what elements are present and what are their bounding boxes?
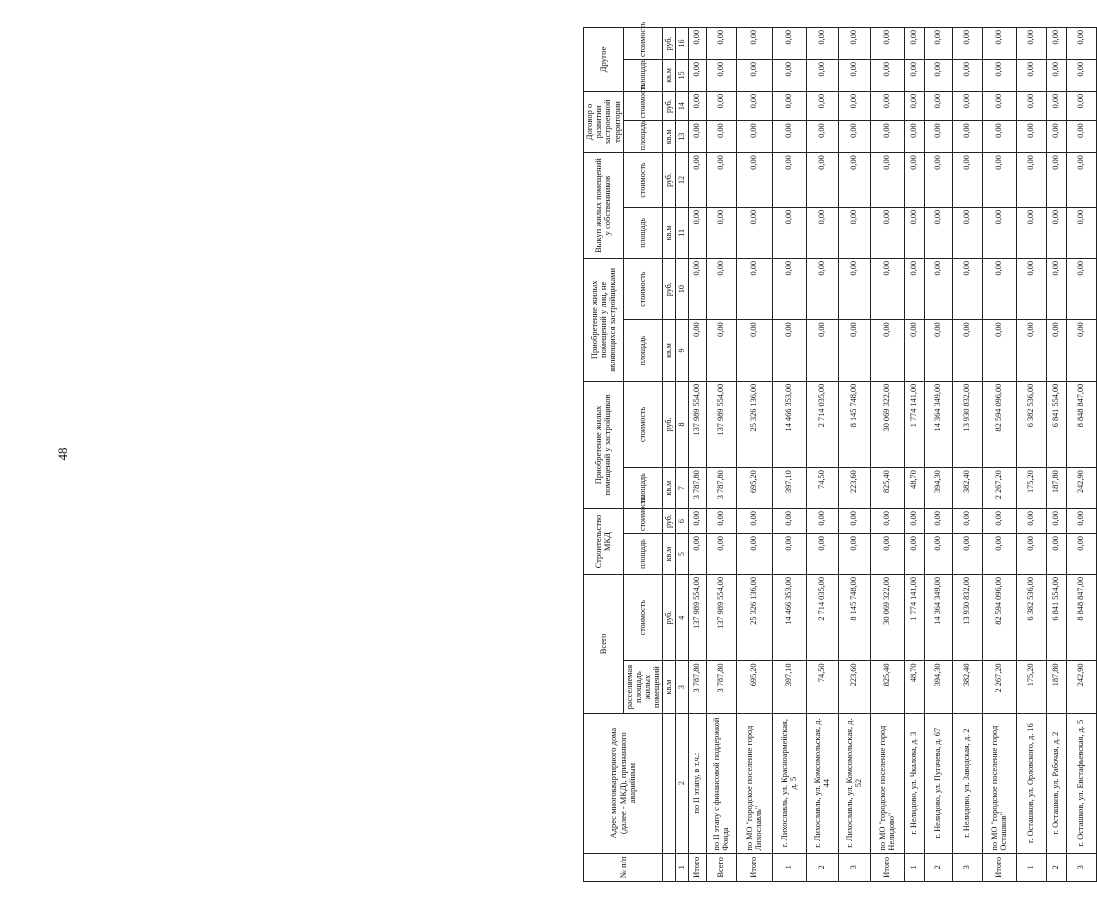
row-number: 2 — [925, 853, 953, 881]
total-cost: 137 989 554,00 — [707, 575, 737, 661]
buyout-area: 0,00 — [689, 207, 707, 258]
construction-cost: 0,00 — [737, 509, 773, 534]
other-area: 0,00 — [773, 59, 807, 91]
other-area: 0,00 — [905, 59, 925, 91]
table-row — [807, 28, 839, 882]
unit-cell — [663, 853, 676, 881]
column-number: 8 — [676, 381, 689, 467]
resettlement-table — [583, 21, 1097, 882]
unit-rub: руб. — [663, 28, 676, 60]
non-developer-cost: 0,00 — [983, 258, 1017, 319]
buyout-area: 0,00 — [1067, 207, 1097, 258]
table-row — [1017, 28, 1047, 882]
territory-cost: 0,00 — [953, 91, 983, 121]
non-developer-cost: 0,00 — [905, 258, 925, 319]
row-number: 3 — [1067, 853, 1097, 881]
subheader-area: площадь — [623, 320, 663, 381]
row-number: 3 — [839, 853, 871, 881]
total-cost: 14 466 353,00 — [773, 575, 807, 661]
non-developer-area: 0,00 — [925, 320, 953, 381]
total-area: 3 787,80 — [689, 661, 707, 713]
unit-area: кв.м — [663, 534, 676, 575]
developer-area: 3 787,80 — [689, 468, 707, 509]
unit-rub: руб. — [663, 575, 676, 661]
other-area: 0,00 — [807, 59, 839, 91]
total-cost: 8 848 847,00 — [1067, 575, 1097, 661]
column-number: 6 — [676, 509, 689, 534]
row-address: по II этапу с финансовой поддержкой Фонда — [707, 713, 737, 853]
territory-cost: 0,00 — [773, 91, 807, 121]
construction-cost: 0,00 — [807, 509, 839, 534]
rotated-table-area — [583, 21, 1086, 882]
row-address: по МО "городское поселение город Нелидово" — [871, 713, 905, 853]
table-row — [905, 28, 925, 882]
developer-cost: 6 382 536,00 — [1017, 381, 1047, 467]
unit-cell — [663, 713, 676, 853]
buyout-cost: 0,00 — [773, 153, 807, 208]
other-cost: 0,00 — [807, 28, 839, 60]
developer-area: 223,60 — [839, 468, 871, 509]
unit-area: кв.м — [663, 320, 676, 381]
row-address: по МО "городское поселение город Осташков" — [983, 713, 1017, 853]
total-cost: 1 774 141,00 — [905, 575, 925, 661]
column-number: 14 — [676, 91, 689, 121]
territory-cost: 0,00 — [737, 91, 773, 121]
subheader-area: площадь — [623, 534, 663, 575]
header-no: № п/п — [584, 853, 663, 881]
subheader-cost: стоимость — [623, 28, 663, 60]
territory-cost: 0,00 — [983, 91, 1017, 121]
construction-area: 0,00 — [983, 534, 1017, 575]
page-number: 48 — [55, 447, 70, 461]
other-cost: 0,00 — [839, 28, 871, 60]
territory-cost: 0,00 — [871, 91, 905, 121]
construction-area: 0,00 — [689, 534, 707, 575]
total-cost: 30 069 322,00 — [871, 575, 905, 661]
other-cost: 0,00 — [925, 28, 953, 60]
territory-area: 0,00 — [807, 121, 839, 153]
construction-cost: 0,00 — [871, 509, 905, 534]
total-area: 394,30 — [925, 661, 953, 713]
header-from-developers: Приобретение жилых помещений у застройщиков — [584, 381, 624, 508]
row-number: 1 — [773, 853, 807, 881]
other-area: 0,00 — [839, 59, 871, 91]
header-buyout: Выкуп жилых помещений у собственников — [584, 153, 624, 259]
unit-area: кв.м — [663, 59, 676, 91]
developer-cost: 2 714 035,00 — [807, 381, 839, 467]
territory-area: 0,00 — [983, 121, 1017, 153]
subheader-cost: стоимость — [623, 381, 663, 467]
other-area: 0,00 — [871, 59, 905, 91]
buyout-area: 0,00 — [983, 207, 1017, 258]
column-number: 10 — [676, 258, 689, 319]
construction-area: 0,00 — [1067, 534, 1097, 575]
total-cost: 13 930 832,00 — [953, 575, 983, 661]
total-cost: 14 364 349,00 — [925, 575, 953, 661]
row-address: г. Осташков, ул. Орловского, д. 16 — [1017, 713, 1047, 853]
subheader-area: площадь — [623, 121, 663, 153]
construction-area: 0,00 — [1017, 534, 1047, 575]
non-developer-cost: 0,00 — [737, 258, 773, 319]
other-area: 0,00 — [925, 59, 953, 91]
buyout-area: 0,00 — [707, 207, 737, 258]
buyout-cost: 0,00 — [905, 153, 925, 208]
column-number: 13 — [676, 121, 689, 153]
developer-area: 3 787,80 — [707, 468, 737, 509]
territory-cost: 0,00 — [1017, 91, 1047, 121]
territory-area: 0,00 — [737, 121, 773, 153]
row-number: Итого — [737, 853, 773, 881]
buyout-cost: 0,00 — [1067, 153, 1097, 208]
non-developer-cost: 0,00 — [925, 258, 953, 319]
developer-area: 2 267,20 — [983, 468, 1017, 509]
column-number: 9 — [676, 320, 689, 381]
row-number: Итого — [983, 853, 1017, 881]
total-area: 382,40 — [953, 661, 983, 713]
row-address: по II этапу, в т.ч.: — [689, 713, 707, 853]
buyout-cost: 0,00 — [839, 153, 871, 208]
developer-area: 187,80 — [1047, 468, 1067, 509]
buyout-area: 0,00 — [1047, 207, 1067, 258]
buyout-cost: 0,00 — [707, 153, 737, 208]
developer-cost: 14 466 353,00 — [773, 381, 807, 467]
column-number: 3 — [676, 661, 689, 713]
table-row — [925, 28, 953, 882]
other-area: 0,00 — [1017, 59, 1047, 91]
column-number: 16 — [676, 28, 689, 60]
unit-rub: руб. — [663, 153, 676, 208]
developer-cost: 30 069 322,00 — [871, 381, 905, 467]
buyout-cost: 0,00 — [983, 153, 1017, 208]
construction-area: 0,00 — [807, 534, 839, 575]
construction-area: 0,00 — [773, 534, 807, 575]
total-area: 3 787,80 — [707, 661, 737, 713]
row-address: г. Осташков, ул. Евстафьевская, д. 5 — [1067, 713, 1097, 853]
non-developer-area: 0,00 — [773, 320, 807, 381]
row-number: 3 — [953, 853, 983, 881]
row-address: г. Нелидово, ул. Чкалова, д. 3 — [905, 713, 925, 853]
row-number: Всего — [707, 853, 737, 881]
row-address: г. Нелидово, ул. Заводская, д. 2 — [953, 713, 983, 853]
construction-area: 0,00 — [953, 534, 983, 575]
column-number: 15 — [676, 59, 689, 91]
total-cost: 25 326 136,00 — [737, 575, 773, 661]
buyout-area: 0,00 — [925, 207, 953, 258]
subheader-area: площадь — [623, 468, 663, 509]
buyout-cost: 0,00 — [689, 153, 707, 208]
non-developer-cost: 0,00 — [1067, 258, 1097, 319]
construction-area: 0,00 — [905, 534, 925, 575]
territory-area: 0,00 — [871, 121, 905, 153]
total-area: 74,50 — [807, 661, 839, 713]
buyout-area: 0,00 — [905, 207, 925, 258]
subheader-area: площадь — [623, 207, 663, 258]
territory-cost: 0,00 — [925, 91, 953, 121]
territory-cost: 0,00 — [689, 91, 707, 121]
non-developer-area: 0,00 — [737, 320, 773, 381]
territory-area: 0,00 — [905, 121, 925, 153]
other-area: 0,00 — [1067, 59, 1097, 91]
total-cost: 137 989 554,00 — [689, 575, 707, 661]
header-construction: Строительство МКД — [584, 509, 624, 575]
subheader-cost: стоимость — [623, 575, 663, 661]
non-developer-cost: 0,00 — [1047, 258, 1067, 319]
row-address: г. Лихославль, ул. Комсомольская, д. 44 — [807, 713, 839, 853]
developer-cost: 14 364 349,00 — [925, 381, 953, 467]
other-area: 0,00 — [707, 59, 737, 91]
row-address: г. Нелидово, ул. Пугачева, д. 67 — [925, 713, 953, 853]
unit-area: кв.м — [663, 661, 676, 713]
total-area: 2 267,20 — [983, 661, 1017, 713]
non-developer-area: 0,00 — [807, 320, 839, 381]
total-area: 695,20 — [737, 661, 773, 713]
territory-area: 0,00 — [953, 121, 983, 153]
non-developer-cost: 0,00 — [773, 258, 807, 319]
other-cost: 0,00 — [1047, 28, 1067, 60]
total-cost: 2 714 035,00 — [807, 575, 839, 661]
subheader-cost: стоимость — [623, 258, 663, 319]
construction-cost: 0,00 — [689, 509, 707, 534]
total-area: 397,10 — [773, 661, 807, 713]
table-row — [737, 28, 773, 882]
total-area: 825,40 — [871, 661, 905, 713]
non-developer-area: 0,00 — [905, 320, 925, 381]
territory-area: 0,00 — [689, 121, 707, 153]
column-number: 7 — [676, 468, 689, 509]
territory-cost: 0,00 — [905, 91, 925, 121]
developer-cost: 82 594 096,00 — [983, 381, 1017, 467]
column-number: 4 — [676, 575, 689, 661]
subheader-resettled-area: расселяемая площадь жилых помещений — [623, 661, 663, 713]
construction-area: 0,00 — [871, 534, 905, 575]
table-row — [1047, 28, 1067, 882]
subheader-area: площадь — [623, 59, 663, 91]
non-developer-cost: 0,00 — [871, 258, 905, 319]
developer-cost: 8 848 847,00 — [1067, 381, 1097, 467]
buyout-area: 0,00 — [1017, 207, 1047, 258]
construction-cost: 0,00 — [905, 509, 925, 534]
unit-rub: руб. — [663, 381, 676, 467]
other-area: 0,00 — [689, 59, 707, 91]
row-number: Итого — [689, 853, 707, 881]
buyout-cost: 0,00 — [737, 153, 773, 208]
construction-area: 0,00 — [1047, 534, 1067, 575]
territory-area: 0,00 — [839, 121, 871, 153]
non-developer-area: 0,00 — [1017, 320, 1047, 381]
territory-cost: 0,00 — [1067, 91, 1097, 121]
construction-cost: 0,00 — [839, 509, 871, 534]
territory-area: 0,00 — [1017, 121, 1047, 153]
row-address: г. Лихославль, ул. Комсомольская, д. 52 — [839, 713, 871, 853]
other-cost: 0,00 — [1067, 28, 1097, 60]
column-number: 12 — [676, 153, 689, 208]
buyout-area: 0,00 — [871, 207, 905, 258]
total-cost: 8 145 748,00 — [839, 575, 871, 661]
total-area: 223,60 — [839, 661, 871, 713]
construction-area: 0,00 — [737, 534, 773, 575]
construction-cost: 0,00 — [953, 509, 983, 534]
non-developer-area: 0,00 — [707, 320, 737, 381]
developer-cost: 137 989 554,00 — [707, 381, 737, 467]
subheader-cost: стоимость — [623, 91, 663, 121]
row-address: г. Осташков, ул. Рабочая, д. 2 — [1047, 713, 1067, 853]
header-other: Другое — [584, 28, 624, 92]
buyout-cost: 0,00 — [1017, 153, 1047, 208]
total-area: 48,70 — [905, 661, 925, 713]
table-row — [983, 28, 1017, 882]
row-number: 2 — [807, 853, 839, 881]
total-cost: 6 841 554,00 — [1047, 575, 1067, 661]
non-developer-area: 0,00 — [1047, 320, 1067, 381]
other-cost: 0,00 — [737, 28, 773, 60]
header-territory: Договор о развитии застроенной территории — [584, 91, 624, 152]
column-number: 11 — [676, 207, 689, 258]
non-developer-cost: 0,00 — [953, 258, 983, 319]
territory-cost: 0,00 — [807, 91, 839, 121]
header-from-non-developers: Приобретение жилых помещений у лиц, не являющихся застройщиками — [584, 258, 624, 381]
other-cost: 0,00 — [983, 28, 1017, 60]
developer-area: 48,70 — [905, 468, 925, 509]
developer-cost: 1 774 141,00 — [905, 381, 925, 467]
developer-area: 394,30 — [925, 468, 953, 509]
row-number: 1 — [905, 853, 925, 881]
construction-area: 0,00 — [707, 534, 737, 575]
buyout-cost: 0,00 — [807, 153, 839, 208]
non-developer-cost: 0,00 — [807, 258, 839, 319]
developer-cost: 6 841 554,00 — [1047, 381, 1067, 467]
subheader-cost: стоимость — [623, 509, 663, 534]
non-developer-area: 0,00 — [871, 320, 905, 381]
construction-cost: 0,00 — [983, 509, 1017, 534]
developer-cost: 25 326 136,00 — [737, 381, 773, 467]
other-cost: 0,00 — [1017, 28, 1047, 60]
column-number: 2 — [676, 713, 689, 853]
unit-rub: руб. — [663, 91, 676, 121]
territory-area: 0,00 — [707, 121, 737, 153]
other-cost: 0,00 — [953, 28, 983, 60]
buyout-cost: 0,00 — [925, 153, 953, 208]
non-developer-cost: 0,00 — [689, 258, 707, 319]
buyout-cost: 0,00 — [871, 153, 905, 208]
developer-area: 695,20 — [737, 468, 773, 509]
header-total: Всего — [584, 575, 624, 714]
developer-area: 175,20 — [1017, 468, 1047, 509]
developer-area: 397,10 — [773, 468, 807, 509]
developer-cost: 8 145 748,00 — [839, 381, 871, 467]
developer-area: 825,40 — [871, 468, 905, 509]
table-row — [1067, 28, 1097, 882]
unit-area: кв.м — [663, 207, 676, 258]
developer-area: 74,50 — [807, 468, 839, 509]
row-address: г. Лихославль, ул. Красноармейская, д. 5 — [773, 713, 807, 853]
buyout-area: 0,00 — [737, 207, 773, 258]
territory-cost: 0,00 — [1047, 91, 1067, 121]
other-area: 0,00 — [1047, 59, 1067, 91]
unit-rub: руб. — [663, 258, 676, 319]
table-row — [839, 28, 871, 882]
non-developer-cost: 0,00 — [707, 258, 737, 319]
construction-cost: 0,00 — [1017, 509, 1047, 534]
total-area: 175,20 — [1017, 661, 1047, 713]
total-cost: 82 594 096,00 — [983, 575, 1017, 661]
construction-cost: 0,00 — [1067, 509, 1097, 534]
header-address: Адрес многоквартирного дома (далее - МКД), признанного аварийным — [584, 713, 663, 853]
row-number: 2 — [1047, 853, 1067, 881]
table-row — [773, 28, 807, 882]
other-cost: 0,00 — [689, 28, 707, 60]
construction-cost: 0,00 — [707, 509, 737, 534]
row-number: 1 — [1017, 853, 1047, 881]
construction-cost: 0,00 — [925, 509, 953, 534]
territory-area: 0,00 — [1067, 121, 1097, 153]
buyout-area: 0,00 — [953, 207, 983, 258]
non-developer-cost: 0,00 — [839, 258, 871, 319]
non-developer-area: 0,00 — [983, 320, 1017, 381]
row-address: по МО "городское поселение город Лихославль" — [737, 713, 773, 853]
unit-rub: руб. — [663, 509, 676, 534]
non-developer-area: 0,00 — [689, 320, 707, 381]
non-developer-area: 0,00 — [953, 320, 983, 381]
construction-area: 0,00 — [925, 534, 953, 575]
table-row — [689, 28, 707, 882]
territory-cost: 0,00 — [707, 91, 737, 121]
other-area: 0,00 — [983, 59, 1017, 91]
developer-area: 382,40 — [953, 468, 983, 509]
territory-cost: 0,00 — [839, 91, 871, 121]
total-cost: 6 382 536,00 — [1017, 575, 1047, 661]
buyout-area: 0,00 — [807, 207, 839, 258]
table-row — [953, 28, 983, 882]
developer-cost: 13 930 832,00 — [953, 381, 983, 467]
row-number: Итого — [871, 853, 905, 881]
unit-area: кв.м — [663, 468, 676, 509]
other-area: 0,00 — [737, 59, 773, 91]
developer-area: 242,90 — [1067, 468, 1097, 509]
other-cost: 0,00 — [773, 28, 807, 60]
unit-area: кв.м — [663, 121, 676, 153]
buyout-cost: 0,00 — [953, 153, 983, 208]
table-row — [871, 28, 905, 882]
buyout-cost: 0,00 — [1047, 153, 1067, 208]
column-number: 5 — [676, 534, 689, 575]
total-area: 187,80 — [1047, 661, 1067, 713]
construction-area: 0,00 — [839, 534, 871, 575]
other-cost: 0,00 — [871, 28, 905, 60]
buyout-area: 0,00 — [773, 207, 807, 258]
column-number: 1 — [676, 853, 689, 881]
territory-area: 0,00 — [925, 121, 953, 153]
developer-cost: 137 989 554,00 — [689, 381, 707, 467]
construction-cost: 0,00 — [773, 509, 807, 534]
non-developer-cost: 0,00 — [1017, 258, 1047, 319]
territory-area: 0,00 — [1047, 121, 1067, 153]
total-area: 242,90 — [1067, 661, 1097, 713]
other-cost: 0,00 — [707, 28, 737, 60]
other-area: 0,00 — [953, 59, 983, 91]
construction-cost: 0,00 — [1047, 509, 1067, 534]
other-cost: 0,00 — [905, 28, 925, 60]
table-row — [707, 28, 737, 882]
buyout-area: 0,00 — [839, 207, 871, 258]
non-developer-area: 0,00 — [839, 320, 871, 381]
column-numbers-row — [676, 28, 689, 882]
non-developer-area: 0,00 — [1067, 320, 1097, 381]
subheader-cost: стоимость — [623, 153, 663, 208]
territory-area: 0,00 — [773, 121, 807, 153]
